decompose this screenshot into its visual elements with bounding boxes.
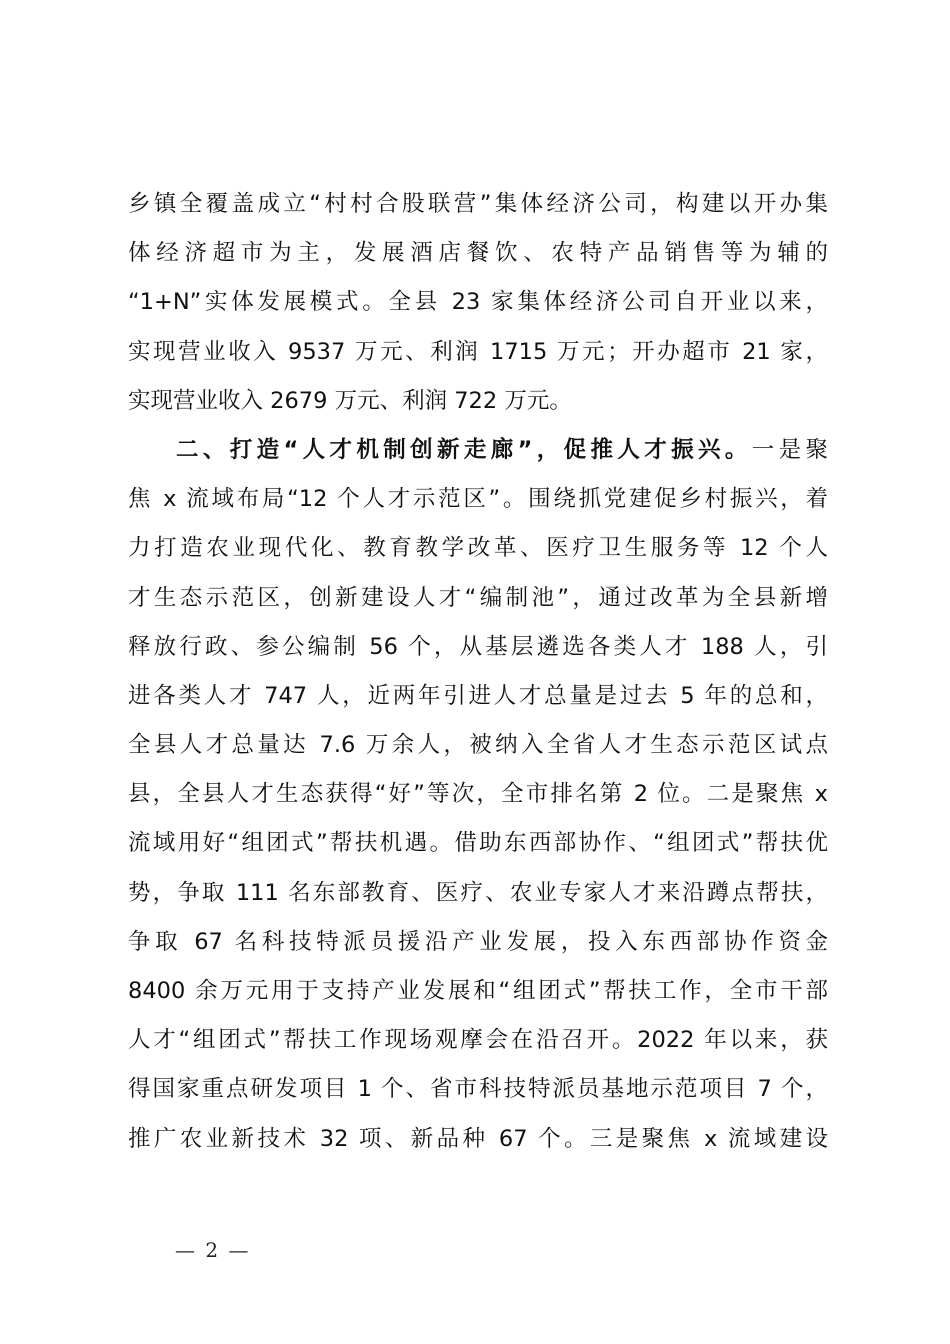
text-line: 实现营业收入 2679 万元、利润 722 万元。 <box>128 387 572 414</box>
text-line: 推广农业新技术 32 项、新品种 67 个。三是聚焦 x 流域建设 <box>128 1125 828 1152</box>
section-heading-line <box>128 426 828 475</box>
section-heading: 二、打造“人才机制创新走廊”，促推人才振兴。 <box>176 436 752 463</box>
text-line: 乡镇全覆盖成立“村村合股联营”集体经济公司，构建以开办集 <box>128 191 828 217</box>
text-line: 焦 x 流域布局“12 个人才示范区”。围绕抓党建促乡村振兴，着 <box>128 486 828 513</box>
text-line: 进各类人才 747 人，近两年引进人才总量是过去 5 年的总和， <box>128 682 828 709</box>
text-line: 县，全县人才生态获得“好”等次，全市排名第 2 位。二是聚焦 x <box>128 781 828 808</box>
text-line: 体经济超市为主，发展酒店餐饮、农特产品销售等为辅的 <box>128 240 828 267</box>
text-line: 人才“组团式”帮扶工作现场观摩会在沿召开。2022 年以来，获 <box>128 1027 828 1054</box>
page-number: — 2 — <box>175 1238 251 1262</box>
text-line: 才生态示范区，创新建设人才“编制池”，通过改革为全县新增 <box>128 584 828 611</box>
section-heading-tail: 一是聚 <box>751 436 828 463</box>
text-line: 释放行政、参公编制 56 个，从基层遴选各类人才 188 人，引 <box>128 633 828 660</box>
text-line: 全县人才总量达 7.6 万余人，被纳入全省人才生态示范区试点 <box>128 732 828 759</box>
body-text <box>128 180 828 1164</box>
text-line: “1+N”实体发展模式。全县 23 家集体经济公司自开业以来， <box>128 289 828 316</box>
text-line: 势，争取 111 名东部教育、医疗、农业专家人才来沿蹲点帮扶， <box>128 879 828 906</box>
text-line: 流域用好“组团式”帮扶机遇。借助东西部协作、“组团式”帮扶优 <box>128 830 828 857</box>
text-line: 力打造农业现代化、教育教学改革、医疗卫生服务等 12 个人 <box>128 535 828 562</box>
text-line: 8400 余万元用于支持产业发展和“组团式”帮扶工作，全市干部 <box>128 978 828 1004</box>
text-line: 争取 67 名科技特派员援沿产业发展，投入东西部协作资金 <box>128 928 828 955</box>
text-line: 实现营业收入 9537 万元、利润 1715 万元；开办超市 21 家， <box>128 338 828 365</box>
text-line: 得国家重点研发项目 1 个、省市科技特派员基地示范项目 7 个， <box>128 1076 828 1103</box>
